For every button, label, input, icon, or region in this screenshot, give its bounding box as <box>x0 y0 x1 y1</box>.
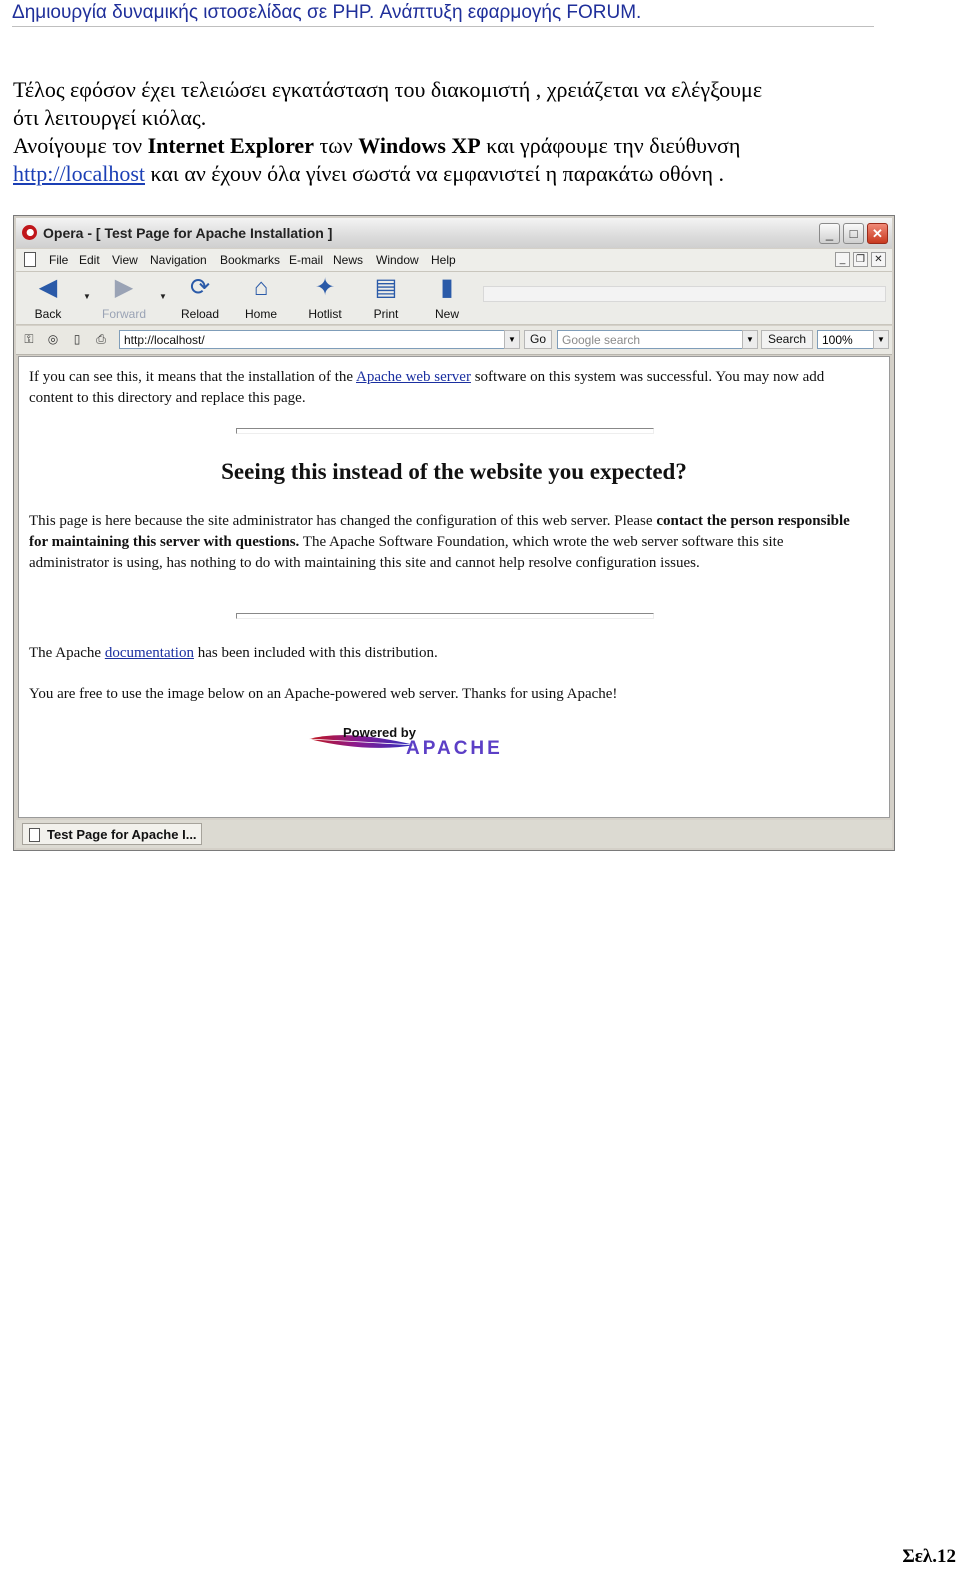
search-engine-dropdown-icon[interactable]: ▼ <box>742 330 758 349</box>
hotlist-icon: ✦ <box>314 274 336 301</box>
mdi-restore-button[interactable]: ❐ <box>853 252 868 267</box>
print-icon: ▤ <box>374 274 398 301</box>
mdi-close-button[interactable]: ✕ <box>871 252 886 267</box>
text: software on this system was successful. You may now add content to this directory and replace this page. <box>29 369 825 406</box>
document-header: Δημιουργία δυναμικής ιστοσελίδας σε PHP. Ανάπτυξη εφαρμογής FORUM. <box>12 2 874 27</box>
page-tab[interactable] <box>22 823 202 845</box>
paragraph-line: Τέλος εφόσον έχει τελειώσει εγκατάσταση του διακομιστή , χρειάζεται να ελέγξουμε <box>13 77 763 102</box>
page-number: Σελ.12 <box>902 1546 956 1567</box>
paragraph-line <box>13 132 740 160</box>
reload-icon: ⟳ <box>189 274 211 301</box>
reload-button[interactable] <box>172 275 228 321</box>
home-button[interactable] <box>233 275 289 321</box>
documentation-link[interactable]: documentation <box>104 645 194 661</box>
bold-text: Windows XP <box>358 133 481 158</box>
admin-paragraph <box>29 511 859 574</box>
close-button[interactable]: ✕ <box>867 223 888 244</box>
localhost-link[interactable]: http://localhost <box>13 161 145 186</box>
maximize-button[interactable]: □ <box>843 223 864 244</box>
home-label: Home <box>244 307 277 321</box>
document-icon <box>24 252 36 267</box>
back-label: Back <box>34 307 62 321</box>
bold-text: Internet Explorer <box>147 133 314 158</box>
address-input[interactable]: http://localhost/ <box>119 330 519 349</box>
toolbar <box>16 272 892 325</box>
text: και γράφουμε την διεύθυνση <box>480 133 741 158</box>
paragraph-line: ότι λειτουργεί κιόλας. <box>13 105 207 130</box>
menu-bar <box>16 249 892 272</box>
intro-paragraph <box>29 367 859 409</box>
forward-label: Forward <box>101 307 146 321</box>
back-button[interactable] <box>20 275 76 321</box>
thanks-paragraph: You are free to use the image below on an Apache-powered web server. Thanks for using Apache! <box>29 686 618 702</box>
menu-view[interactable]: View <box>112 253 138 267</box>
menu-file[interactable]: File <box>49 253 69 267</box>
title-bar <box>16 218 892 248</box>
reload-label: Reload <box>180 307 220 321</box>
search-button[interactable]: Search <box>761 330 813 349</box>
menu-email[interactable]: E-mail <box>289 253 324 267</box>
page-heading: Seeing this instead of the website you expected? <box>221 459 687 484</box>
address-bar <box>16 326 892 355</box>
forward-arrow-icon: ▶ <box>114 274 134 301</box>
new-button[interactable] <box>419 275 475 321</box>
go-button[interactable]: Go <box>524 330 552 349</box>
powered-by-text: Powered by <box>343 725 416 740</box>
horizontal-rule <box>236 428 654 434</box>
hotlist-label: Hotlist <box>308 307 342 321</box>
hotlist-button[interactable] <box>297 275 353 321</box>
back-dropdown-icon[interactable]: ▼ <box>83 292 91 301</box>
back-arrow-icon: ◀ <box>38 274 58 301</box>
apache-logo: APACHE <box>406 738 503 759</box>
new-page-icon: ▮ <box>440 274 454 301</box>
mdi-minimize-button[interactable]: _ <box>835 252 850 267</box>
menu-navigation[interactable]: Navigation <box>150 253 207 267</box>
text: των <box>313 133 359 158</box>
page-icon <box>29 828 40 842</box>
zoom-input[interactable]: 100% <box>817 330 875 349</box>
paragraph-line <box>13 160 724 188</box>
security-icon[interactable]: ⚿ <box>24 332 34 346</box>
forward-button[interactable] <box>96 275 152 321</box>
print-preview-icon[interactable]: ⎙ <box>96 332 106 346</box>
text: Ανοίγουμε τον <box>13 133 148 158</box>
address-dropdown-icon[interactable]: ▼ <box>504 330 520 349</box>
menu-help[interactable]: Help <box>431 253 456 267</box>
menu-bookmarks[interactable]: Bookmarks <box>220 253 281 267</box>
menu-window[interactable]: Window <box>376 253 419 267</box>
minimize-button[interactable]: _ <box>819 223 840 244</box>
text: και αν έχουν όλα γίνει σωστά να εμφανιστεί η παρακάτω οθόνη . <box>145 161 725 186</box>
toolbar-decoration <box>483 286 886 302</box>
text: This page is here because the site administrator has changed the configuration of this web server. Please <box>29 513 657 529</box>
text: The Apache Software Foundation, which wrote the web server software this site administrator is using, has nothing to do with maintaining this site and cannot help resolve configuration issues. <box>29 534 784 571</box>
print-label: Print <box>373 307 399 321</box>
opera-window <box>13 215 895 851</box>
opera-icon <box>22 225 37 240</box>
text: If you can see this, it means that the installation of the <box>29 369 357 385</box>
forward-dropdown-icon[interactable]: ▼ <box>159 292 167 301</box>
tab-bar <box>16 820 892 848</box>
page-info-icon[interactable]: ▯ <box>73 332 81 346</box>
print-button[interactable] <box>358 275 414 321</box>
new-label: New <box>434 307 459 321</box>
tab-label: Test Page for Apache I... <box>47 827 197 842</box>
documentation-paragraph <box>29 643 859 664</box>
text: has been included with this distribution. <box>193 645 438 661</box>
menu-news[interactable]: News <box>333 253 364 267</box>
zoom-dropdown-icon[interactable]: ▼ <box>873 330 889 349</box>
page-content <box>18 356 890 818</box>
search-input[interactable]: Google search <box>557 330 744 349</box>
home-icon: ⌂ <box>253 274 269 301</box>
text: The Apache <box>29 645 105 661</box>
bold-text: contact the person responsible for maintaining this server with questions. <box>29 513 850 550</box>
window-title: Opera - [ Test Page for Apache Installation ] <box>43 225 333 241</box>
apache-web-server-link[interactable]: Apache web server <box>356 369 471 385</box>
wand-icon[interactable]: ◎ <box>47 332 59 346</box>
menu-edit[interactable]: Edit <box>79 253 100 267</box>
horizontal-rule <box>236 613 654 619</box>
